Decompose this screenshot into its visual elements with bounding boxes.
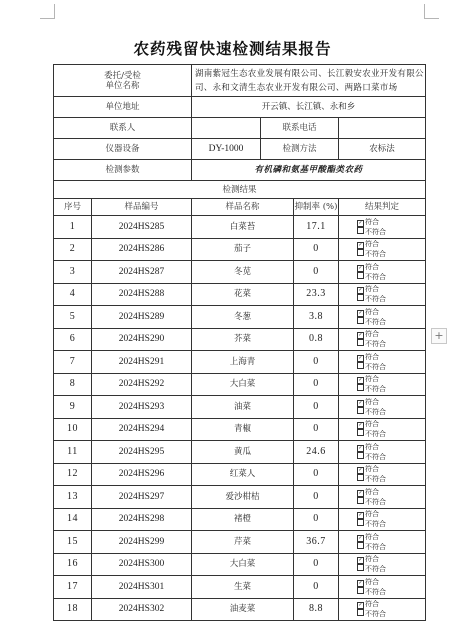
table-row <box>54 216 426 239</box>
sample-name: 白菜苔 <box>192 216 294 239</box>
results-title-row <box>54 181 426 199</box>
verdict-fail-option[interactable] <box>357 362 425 372</box>
sample-code: 2024HS301 <box>92 576 192 599</box>
empty-checkbox-icon <box>357 452 364 459</box>
verdict-pass-label: 符合 <box>365 330 379 338</box>
sample-name: 黄瓜 <box>192 441 294 464</box>
verdict-cell <box>339 283 426 306</box>
row-number: 2 <box>54 238 92 261</box>
client-row <box>54 65 426 97</box>
verdict-fail-option[interactable] <box>357 272 425 282</box>
inhibition-rate: 36.7 <box>294 531 339 554</box>
verdict-fail-label: 不符合 <box>365 587 386 596</box>
table-row <box>54 306 426 329</box>
verdict-cell <box>339 351 426 374</box>
verdict-pass-option[interactable] <box>357 443 425 452</box>
table-row <box>54 261 426 284</box>
checked-checkbox-icon: ✓ <box>358 489 363 496</box>
verdict-fail-option[interactable] <box>357 519 425 529</box>
verdict-pass-option[interactable] <box>357 263 425 272</box>
verdict-pass-label: 符合 <box>365 442 379 451</box>
inhibition-rate: 17.1 <box>294 216 339 239</box>
verdict-pass-option[interactable] <box>357 600 425 609</box>
table-row <box>54 508 426 531</box>
sample-name: 上海青 <box>192 351 294 374</box>
verdict-pass-label: 符合 <box>365 397 379 406</box>
verdict-fail-label: 不符合 <box>365 475 386 483</box>
verdict-pass-option[interactable] <box>357 488 425 497</box>
empty-checkbox-icon <box>357 429 364 436</box>
verdict-fail-label: 不符合 <box>365 407 386 416</box>
sample-code: 2024HS299 <box>92 531 192 554</box>
sample-code: 2024HS292 <box>92 373 192 396</box>
verdict-fail-option[interactable] <box>357 227 425 237</box>
table-row <box>54 553 426 576</box>
empty-checkbox-icon <box>357 362 364 369</box>
empty-checkbox-icon <box>357 542 364 549</box>
verdict-fail-option[interactable] <box>357 384 425 394</box>
sample-code: 2024HS297 <box>92 486 192 509</box>
verdict-pass-label: 符合 <box>365 352 379 361</box>
phone-label: 联系电话 <box>261 118 339 139</box>
verdict-cell <box>339 531 426 554</box>
inhibition-rate: 0 <box>294 486 339 509</box>
verdict-pass-label: 符合 <box>365 240 379 248</box>
empty-checkbox-icon <box>357 294 364 301</box>
page-corner-marker-top-left <box>40 4 55 19</box>
verdict-pass-option[interactable] <box>357 533 425 542</box>
client-label-line2: 单位名称 <box>105 80 140 91</box>
verdict-fail-label: 不符合 <box>365 295 386 303</box>
verdict-pass-label: 符合 <box>365 217 379 226</box>
empty-checkbox-icon <box>357 317 364 324</box>
sample-code: 2024HS293 <box>92 396 192 419</box>
sample-code: 2024HS300 <box>92 553 192 576</box>
checked-checkbox-icon: ✓ <box>358 422 363 428</box>
checked-checkbox-icon: ✓ <box>358 602 363 608</box>
row-number: 14 <box>54 508 92 531</box>
client-label-cell <box>54 65 192 97</box>
verdict-cell <box>339 576 426 599</box>
verdict-fail-label: 不符合 <box>365 385 386 393</box>
checked-checkbox-icon: ✓ <box>358 444 363 451</box>
row-number: 15 <box>54 531 92 554</box>
sample-code: 2024HS295 <box>92 441 192 464</box>
row-number: 1 <box>54 216 92 239</box>
table-row <box>54 373 426 396</box>
instrument-value: DY-1000 <box>192 139 261 160</box>
verdict-pass-option[interactable] <box>357 240 425 249</box>
sample-name: 生菜 <box>192 576 294 599</box>
verdict-pass-label: 符合 <box>365 375 379 383</box>
inhibition-rate: 23.3 <box>294 283 339 306</box>
sample-name: 大白菜 <box>192 373 294 396</box>
inhibition-rate: 0 <box>294 238 339 261</box>
checked-checkbox-icon: ✓ <box>358 467 363 473</box>
verdict-cell <box>339 328 426 351</box>
row-number: 5 <box>54 306 92 329</box>
sample-name: 油麦菜 <box>192 598 294 621</box>
sample-name: 油菜 <box>192 396 294 419</box>
verdict-fail-label: 不符合 <box>365 272 386 281</box>
checked-checkbox-icon: ✓ <box>358 309 363 316</box>
row-number: 18 <box>54 598 92 621</box>
empty-checkbox-icon <box>357 564 364 571</box>
verdict-fail-label: 不符合 <box>365 610 386 618</box>
verdict-pass-option[interactable] <box>357 330 425 339</box>
sample-code: 2024HS298 <box>92 508 192 531</box>
table-row <box>54 463 426 486</box>
sample-name: 褚橙 <box>192 508 294 531</box>
table-row <box>54 283 426 306</box>
sample-code: 2024HS290 <box>92 328 192 351</box>
params-value: 有机磷和氨基甲酸酯类农药 <box>192 160 426 181</box>
checked-checkbox-icon: ✓ <box>358 242 363 248</box>
sample-code: 2024HS288 <box>92 283 192 306</box>
add-plus-button[interactable]: + <box>431 328 447 344</box>
row-number: 4 <box>54 283 92 306</box>
col-header-code: 样品编号 <box>92 199 192 216</box>
row-number: 16 <box>54 553 92 576</box>
verdict-pass-option[interactable] <box>357 375 425 384</box>
checked-checkbox-icon: ✓ <box>358 512 363 518</box>
verdict-pass-option[interactable] <box>357 510 425 519</box>
sample-name: 大白菜 <box>192 553 294 576</box>
checked-checkbox-icon: ✓ <box>358 332 363 338</box>
contact-row <box>54 118 426 139</box>
verdict-fail-option[interactable] <box>357 339 425 349</box>
row-number: 3 <box>54 261 92 284</box>
sample-name: 茄子 <box>192 238 294 261</box>
row-number: 8 <box>54 373 92 396</box>
col-header-verdict: 结果判定 <box>339 199 426 216</box>
empty-checkbox-icon <box>357 587 364 594</box>
verdict-fail-option[interactable] <box>357 587 425 597</box>
empty-checkbox-icon <box>357 519 364 526</box>
inhibition-rate: 3.8 <box>294 306 339 329</box>
empty-checkbox-icon <box>357 272 364 279</box>
contact-label: 联系人 <box>54 118 192 139</box>
verdict-pass-label: 符合 <box>365 285 379 293</box>
verdict-fail-label: 不符合 <box>365 497 386 506</box>
verdict-fail-option[interactable] <box>357 452 425 462</box>
inhibition-rate: 0 <box>294 373 339 396</box>
table-row <box>54 396 426 419</box>
client-value: 湖南紫冠生态农业发展有限公司、长江毅安农业开发有限公司、永和文清生态农业开发有限公司、两路口菜市场 <box>192 65 426 97</box>
col-header-rate: 抑制率 (%) <box>294 199 339 216</box>
checked-checkbox-icon: ✓ <box>358 219 363 226</box>
checked-checkbox-icon: ✓ <box>358 377 363 383</box>
sample-name: 冬葱 <box>192 306 294 329</box>
checked-checkbox-icon: ✓ <box>358 354 363 361</box>
verdict-cell <box>339 216 426 239</box>
table-row <box>54 486 426 509</box>
row-number: 11 <box>54 441 92 464</box>
checked-checkbox-icon: ✓ <box>358 264 363 271</box>
verdict-cell <box>339 306 426 329</box>
checked-checkbox-icon: ✓ <box>358 557 363 563</box>
report-title: 农药残留快速检测结果报告 <box>133 40 332 58</box>
verdict-fail-option[interactable] <box>357 474 425 484</box>
verdict-fail-label: 不符合 <box>365 452 386 461</box>
col-header-no: 序号 <box>54 199 92 216</box>
table-row <box>54 418 426 441</box>
verdict-cell <box>339 598 426 621</box>
table-row <box>54 441 426 464</box>
method-label: 检测方法 <box>261 139 339 160</box>
row-number: 13 <box>54 486 92 509</box>
col-header-name: 样品名称 <box>192 199 294 216</box>
method-value: 农标法 <box>339 139 426 160</box>
verdict-cell <box>339 396 426 419</box>
results-label: 检测结果 <box>54 181 426 199</box>
verdict-cell <box>339 441 426 464</box>
table-row <box>54 576 426 599</box>
verdict-cell <box>339 463 426 486</box>
sample-code: 2024HS302 <box>92 598 192 621</box>
sample-code: 2024HS285 <box>92 216 192 239</box>
sample-code: 2024HS287 <box>92 261 192 284</box>
verdict-fail-label: 不符合 <box>365 250 386 258</box>
verdict-cell <box>339 373 426 396</box>
row-number: 7 <box>54 351 92 374</box>
column-header-row <box>54 199 426 216</box>
table-row <box>54 351 426 374</box>
inhibition-rate: 0 <box>294 351 339 374</box>
page-corner-marker-top-right <box>424 4 439 19</box>
report-table <box>53 64 426 621</box>
verdict-fail-label: 不符合 <box>365 340 386 348</box>
verdict-pass-option[interactable] <box>357 218 425 227</box>
sample-code: 2024HS291 <box>92 351 192 374</box>
sample-name: 花菜 <box>192 283 294 306</box>
inhibition-rate: 0 <box>294 418 339 441</box>
empty-checkbox-icon <box>357 339 364 346</box>
empty-checkbox-icon <box>357 227 364 234</box>
verdict-fail-option[interactable] <box>357 317 425 327</box>
sample-name: 冬苋 <box>192 261 294 284</box>
sample-name: 青椒 <box>192 418 294 441</box>
verdict-fail-option[interactable] <box>357 497 425 507</box>
empty-checkbox-icon <box>357 384 364 391</box>
checked-checkbox-icon: ✓ <box>358 399 363 406</box>
checked-checkbox-icon: ✓ <box>358 287 363 293</box>
verdict-pass-label: 符合 <box>365 420 379 428</box>
empty-checkbox-icon <box>357 249 364 256</box>
params-label: 检测参数 <box>54 160 192 181</box>
verdict-cell <box>339 418 426 441</box>
verdict-cell <box>339 553 426 576</box>
sample-code: 2024HS289 <box>92 306 192 329</box>
sample-code: 2024HS296 <box>92 463 192 486</box>
contact-value <box>192 118 261 139</box>
inhibition-rate: 24.6 <box>294 441 339 464</box>
verdict-pass-label: 符合 <box>365 532 379 541</box>
verdict-pass-label: 符合 <box>365 555 379 563</box>
sample-code: 2024HS286 <box>92 238 192 261</box>
empty-checkbox-icon <box>357 609 364 616</box>
verdict-pass-label: 符合 <box>365 487 379 496</box>
verdict-fail-label: 不符合 <box>365 520 386 528</box>
verdict-fail-option[interactable] <box>357 429 425 439</box>
verdict-pass-label: 符合 <box>365 465 379 473</box>
empty-checkbox-icon <box>357 497 364 504</box>
verdict-pass-option[interactable] <box>357 308 425 317</box>
phone-value <box>339 118 426 139</box>
verdict-pass-label: 符合 <box>365 577 379 586</box>
verdict-pass-option[interactable] <box>357 555 425 564</box>
verdict-fail-label: 不符合 <box>365 317 386 326</box>
address-row <box>54 97 426 118</box>
inhibition-rate: 0 <box>294 553 339 576</box>
sample-name: 爱沙柑桔 <box>192 486 294 509</box>
sample-name: 芥菜 <box>192 328 294 351</box>
address-value: 开云镇、长江镇、永和乡 <box>192 97 426 118</box>
verdict-pass-label: 符合 <box>365 600 379 608</box>
params-row <box>54 160 426 181</box>
inhibition-rate: 0 <box>294 576 339 599</box>
verdict-fail-option[interactable] <box>357 294 425 304</box>
inhibition-rate: 8.8 <box>294 598 339 621</box>
row-number: 10 <box>54 418 92 441</box>
verdict-cell <box>339 261 426 284</box>
empty-checkbox-icon <box>357 474 364 481</box>
verdict-pass-label: 符合 <box>365 307 379 316</box>
verdict-fail-option[interactable] <box>357 564 425 574</box>
verdict-fail-option[interactable] <box>357 542 425 552</box>
verdict-pass-option[interactable] <box>357 353 425 362</box>
row-number: 6 <box>54 328 92 351</box>
checked-checkbox-icon: ✓ <box>358 534 363 541</box>
client-label-line1: 委托/受检 <box>104 70 141 81</box>
verdict-fail-option[interactable] <box>357 609 425 619</box>
table-row <box>54 238 426 261</box>
sample-code: 2024HS294 <box>92 418 192 441</box>
verdict-fail-label: 不符合 <box>365 227 386 236</box>
row-number: 17 <box>54 576 92 599</box>
sample-name: 芹菜 <box>192 531 294 554</box>
verdict-cell <box>339 508 426 531</box>
verdict-fail-label: 不符合 <box>365 362 386 371</box>
empty-checkbox-icon <box>357 407 364 414</box>
verdict-fail-option[interactable] <box>357 249 425 259</box>
inhibition-rate: 0 <box>294 508 339 531</box>
table-row <box>54 328 426 351</box>
verdict-cell <box>339 486 426 509</box>
row-number: 12 <box>54 463 92 486</box>
verdict-pass-label: 符合 <box>365 510 379 518</box>
verdict-fail-label: 不符合 <box>365 430 386 438</box>
verdict-cell <box>339 238 426 261</box>
verdict-pass-option[interactable] <box>357 578 425 587</box>
verdict-fail-label: 不符合 <box>365 542 386 551</box>
verdict-fail-label: 不符合 <box>365 565 386 573</box>
inhibition-rate: 0.8 <box>294 328 339 351</box>
instrument-row <box>54 139 426 160</box>
row-number: 9 <box>54 396 92 419</box>
verdict-pass-option[interactable] <box>357 285 425 294</box>
instrument-label: 仪器设备 <box>54 139 192 160</box>
checked-checkbox-icon: ✓ <box>358 579 363 586</box>
inhibition-rate: 0 <box>294 396 339 419</box>
verdict-pass-label: 符合 <box>365 262 379 271</box>
inhibition-rate: 0 <box>294 463 339 486</box>
table-row <box>54 531 426 554</box>
verdict-fail-option[interactable] <box>357 407 425 417</box>
sample-name: 红菜人 <box>192 463 294 486</box>
address-label: 单位地址 <box>54 97 192 118</box>
table-row <box>54 598 426 621</box>
inhibition-rate: 0 <box>294 261 339 284</box>
verdict-pass-option[interactable] <box>357 465 425 474</box>
verdict-pass-option[interactable] <box>357 398 425 407</box>
verdict-pass-option[interactable] <box>357 420 425 429</box>
